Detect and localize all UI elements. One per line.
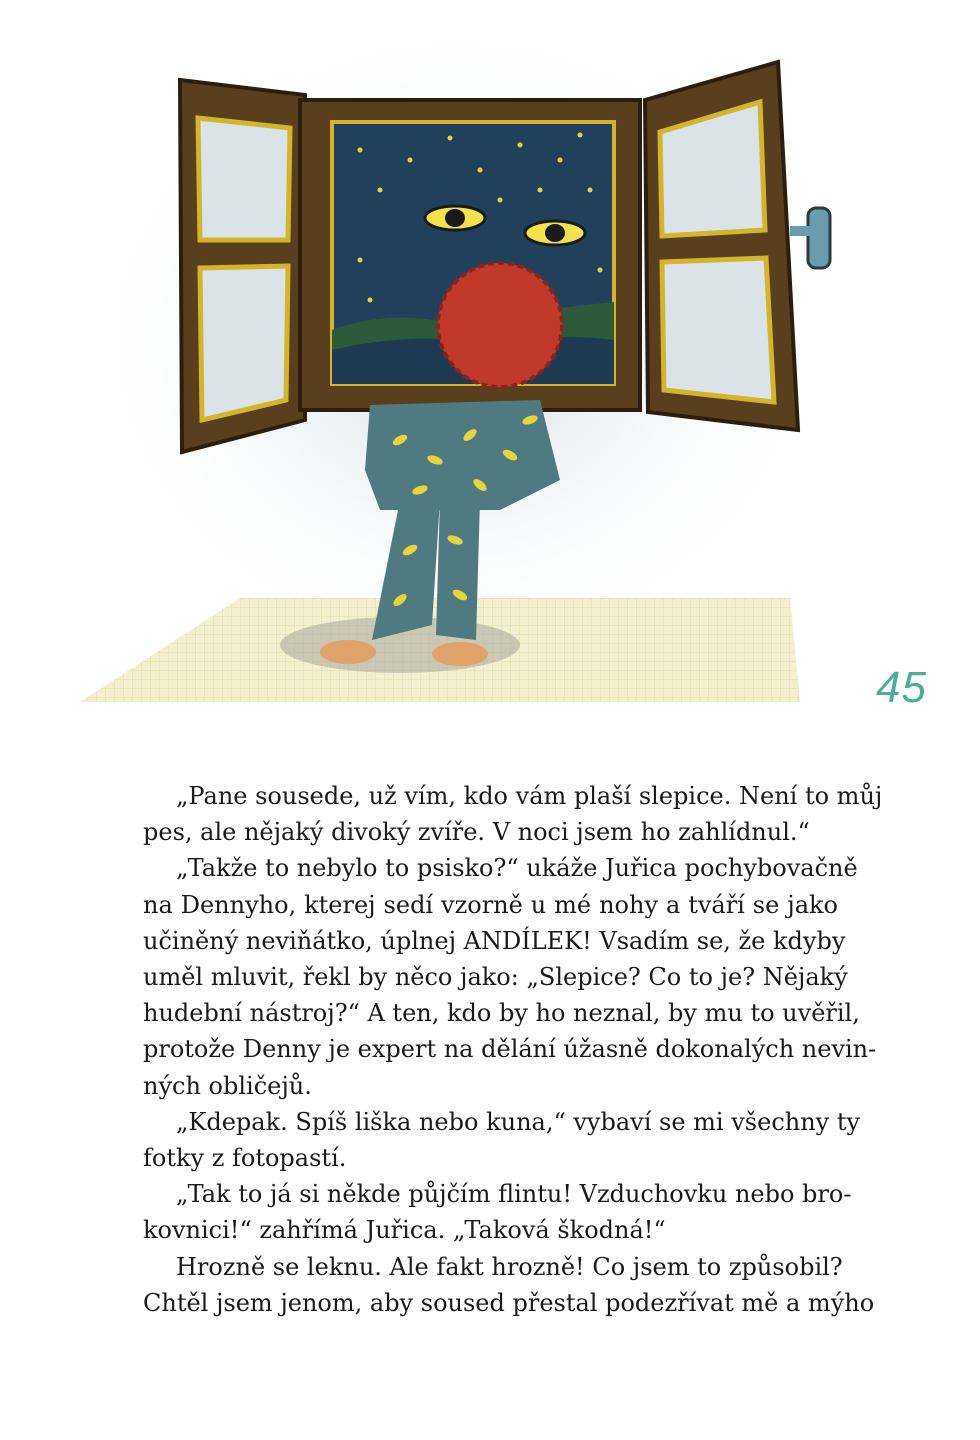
text-line: na Dennyho, kterej sedí vzorně u mé nohy a tváří se jako: [143, 890, 838, 919]
text-line: „Kdepak. Spíš liška nebo kuna,“ vybaví se mi všechny ty: [176, 1107, 861, 1136]
text-line: „Tak to já si někde půjčím flintu! Vzduchovku nebo bro-: [176, 1180, 852, 1209]
text-line: Chtěl jsem jenom, aby soused přestal podezřívat mě a mýho: [143, 1288, 875, 1317]
text-line: uměl mluvit, řekl by něco jako: „Slepice? Co to je? Nějaký: [143, 963, 848, 992]
window-icon: [180, 62, 830, 452]
text-line: ných obličejů.: [143, 1071, 312, 1100]
text-line: kovnici!“ zahřímá Juřica. „Taková škodná!“: [143, 1216, 666, 1245]
text-line: hudební nástroj?“ A ten, kdo by ho neznal, by mu to uvěřil,: [143, 999, 860, 1028]
body-text: [143, 778, 883, 1321]
text-line: pes, ale nějaký divoký zvíře. V noci jsem ho zahlídnul.“: [143, 818, 810, 847]
illustration: [60, 40, 860, 720]
text-line: Hrozně se leknu. Ale fakt hrozně! Co jsem to způsobil?: [176, 1252, 843, 1281]
text-line: „Takže to nebylo to psisko?“ ukáže Juřica pochybovačně: [176, 854, 858, 883]
page-number: 45: [876, 663, 927, 712]
text-line: „Pane sousede, už vím, kdo vám plaší slepice. Není to můj: [176, 782, 883, 810]
text-line: učiněný neviňátko, úplnej ANDÍLEK! Vsadím se, že kdyby: [143, 926, 846, 955]
text-line: fotky z fotopastí.: [143, 1144, 347, 1173]
text-line: protože Denny je expert na dělání úžasně dokonalých nevin-: [143, 1035, 877, 1064]
